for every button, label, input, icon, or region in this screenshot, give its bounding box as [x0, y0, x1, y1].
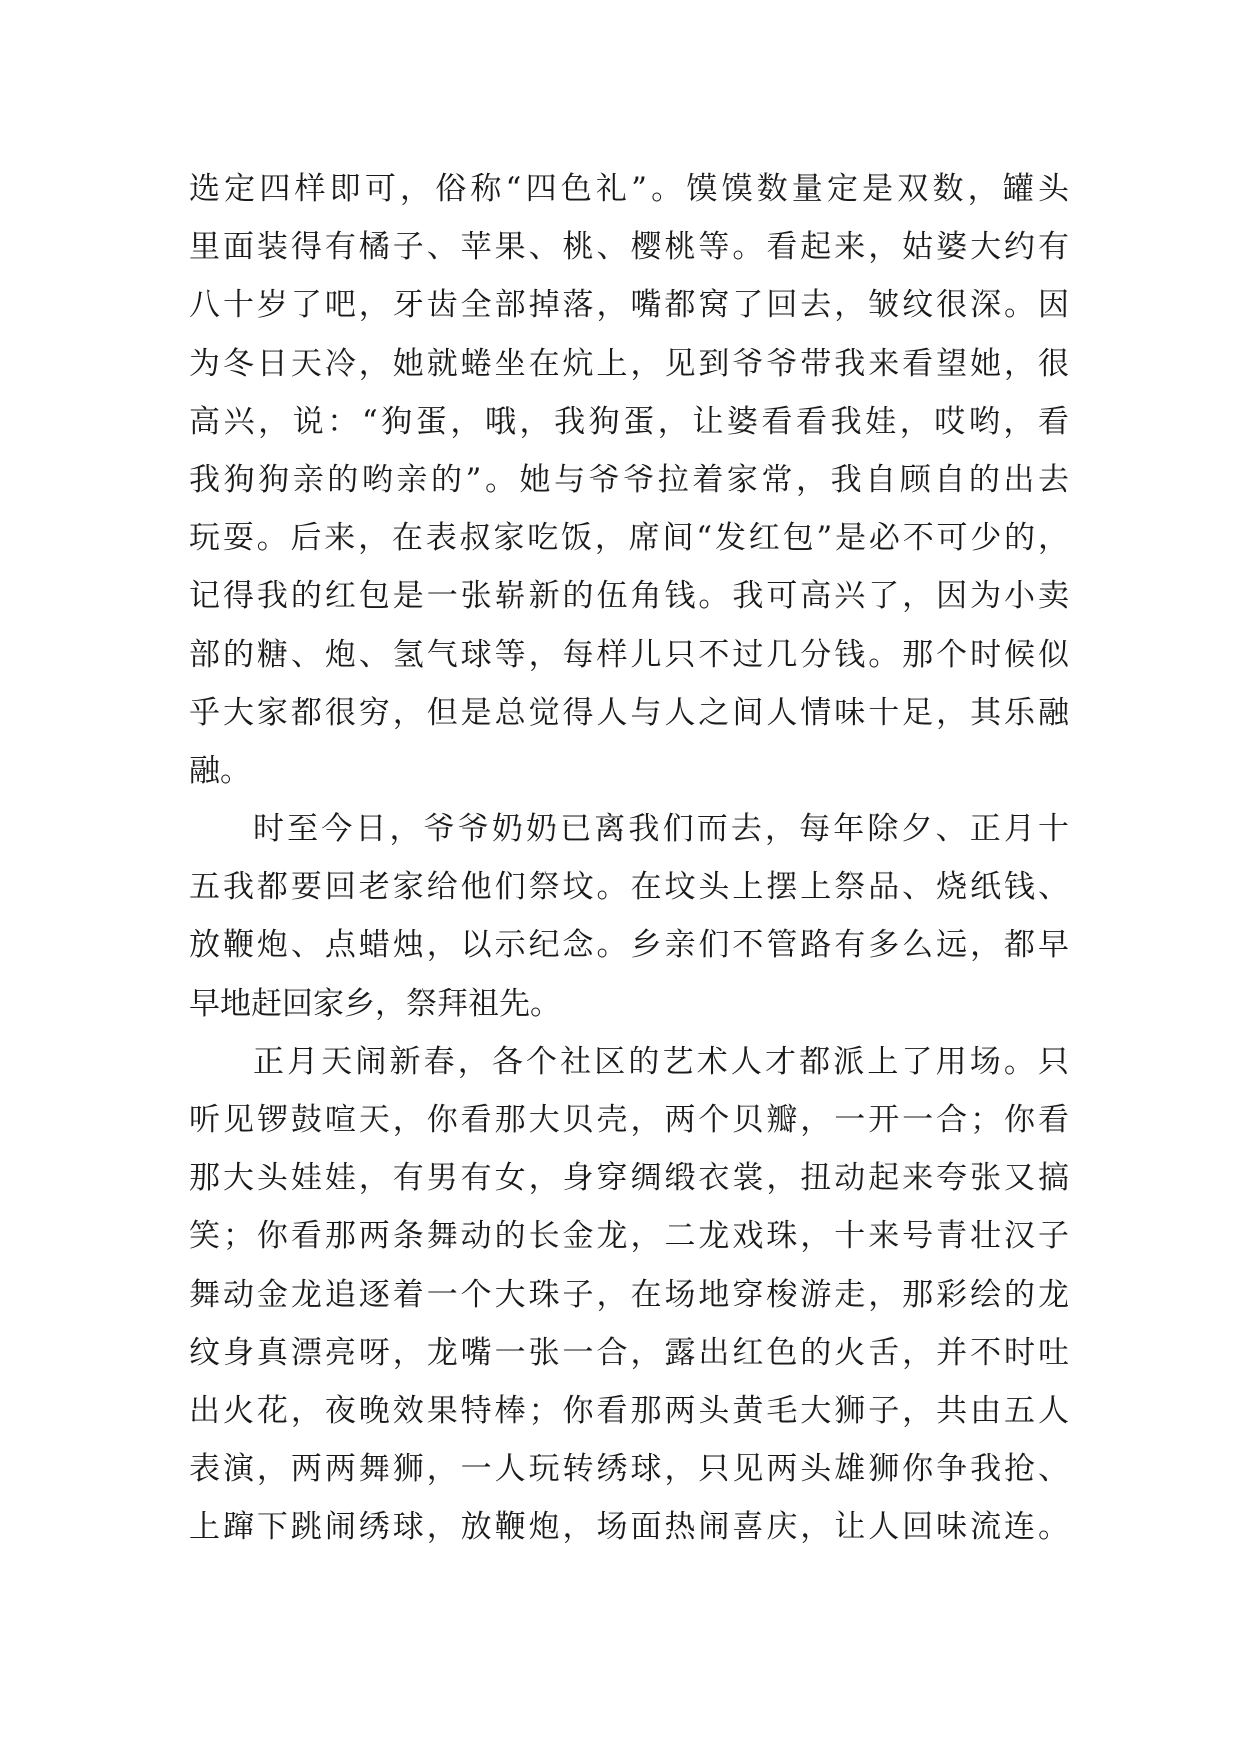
text-line: 五我都要回老家给他们祭坟。在坟头上摆上祭品、烧纸钱、 [189, 869, 1069, 906]
text-line: 我狗狗亲的哟亲的”。她与爷爷拉着家常，我自顾自的出去 [189, 461, 1069, 498]
text-line: 早地赶回家乡，祭拜祖先。 [189, 985, 561, 1022]
body-text [189, 160, 1069, 1557]
text-line: 表演，两两舞狮，一人玩转绣球，只见两头雄狮你争我抢、 [189, 1451, 1069, 1488]
text-line: 为冬日天冷，她就蜷坐在炕上，见到爷爷带我来看望她，很 [189, 345, 1069, 382]
text-line: 笑；你看那两条舞动的长金龙，二龙戏珠，十来号青壮汉子 [189, 1218, 1069, 1255]
text-line: 放鞭炮、点蜡烛，以示纪念。乡亲们不管路有多么远，都早 [189, 927, 1069, 964]
text-line: 高兴，说：“狗蛋，哦，我狗蛋，让婆看看我娃，哎哟，看 [189, 403, 1069, 440]
text-line: 上蹿下跳闹绣球，放鞭炮，场面热闹喜庆，让人回味流连。 [189, 1509, 1069, 1546]
text-line: 纹身真漂亮呀，龙嘴一张一合，露出红色的火舌，并不时吐 [189, 1334, 1069, 1371]
paragraph-1 [189, 160, 1069, 800]
text-line: 部的糖、炮、氢气球等，每样儿只不过几分钱。那个时候似 [189, 636, 1069, 673]
paragraph-2 [189, 800, 1069, 1033]
text-line: 时至今日，爷爷奶奶已离我们而去，每年除夕、正月十 [253, 811, 1069, 848]
text-line: 融。 [189, 752, 251, 789]
text-line: 舞动金龙追逐着一个大珠子，在场地穿梭游走，那彩绘的龙 [189, 1276, 1069, 1313]
text-line: 里面装得有橘子、苹果、桃、樱桃等。看起来，姑婆大约有 [189, 229, 1069, 266]
text-line: 出火花，夜晚效果特棒；你看那两头黄毛大狮子，共由五人 [189, 1392, 1069, 1429]
paragraph-3 [189, 1033, 1069, 1557]
text-line: 正月天闹新春，各个社区的艺术人才都派上了用场。只 [253, 1043, 1069, 1080]
text-line: 乎大家都很穷，但是总觉得人与人之间人情味十足，其乐融 [189, 694, 1069, 731]
text-line: 八十岁了吧，牙齿全部掉落，嘴都窝了回去，皱纹很深。因 [189, 287, 1069, 324]
text-line: 那大头娃娃，有男有女，身穿绸缎衣裳，扭动起来夸张又搞 [189, 1160, 1069, 1197]
text-line: 记得我的红包是一张崭新的伍角钱。我可高兴了，因为小卖 [189, 578, 1069, 615]
text-line: 选定四样即可，俗称“四色礼”。馍馍数量定是双数，罐头 [189, 171, 1069, 207]
text-line: 玩耍。后来，在表叔家吃饭，席间“发红包”是必不可少的， [189, 520, 1069, 557]
text-line: 听见锣鼓喧天，你看那大贝壳，两个贝瓣，一开一合；你看 [189, 1102, 1069, 1138]
